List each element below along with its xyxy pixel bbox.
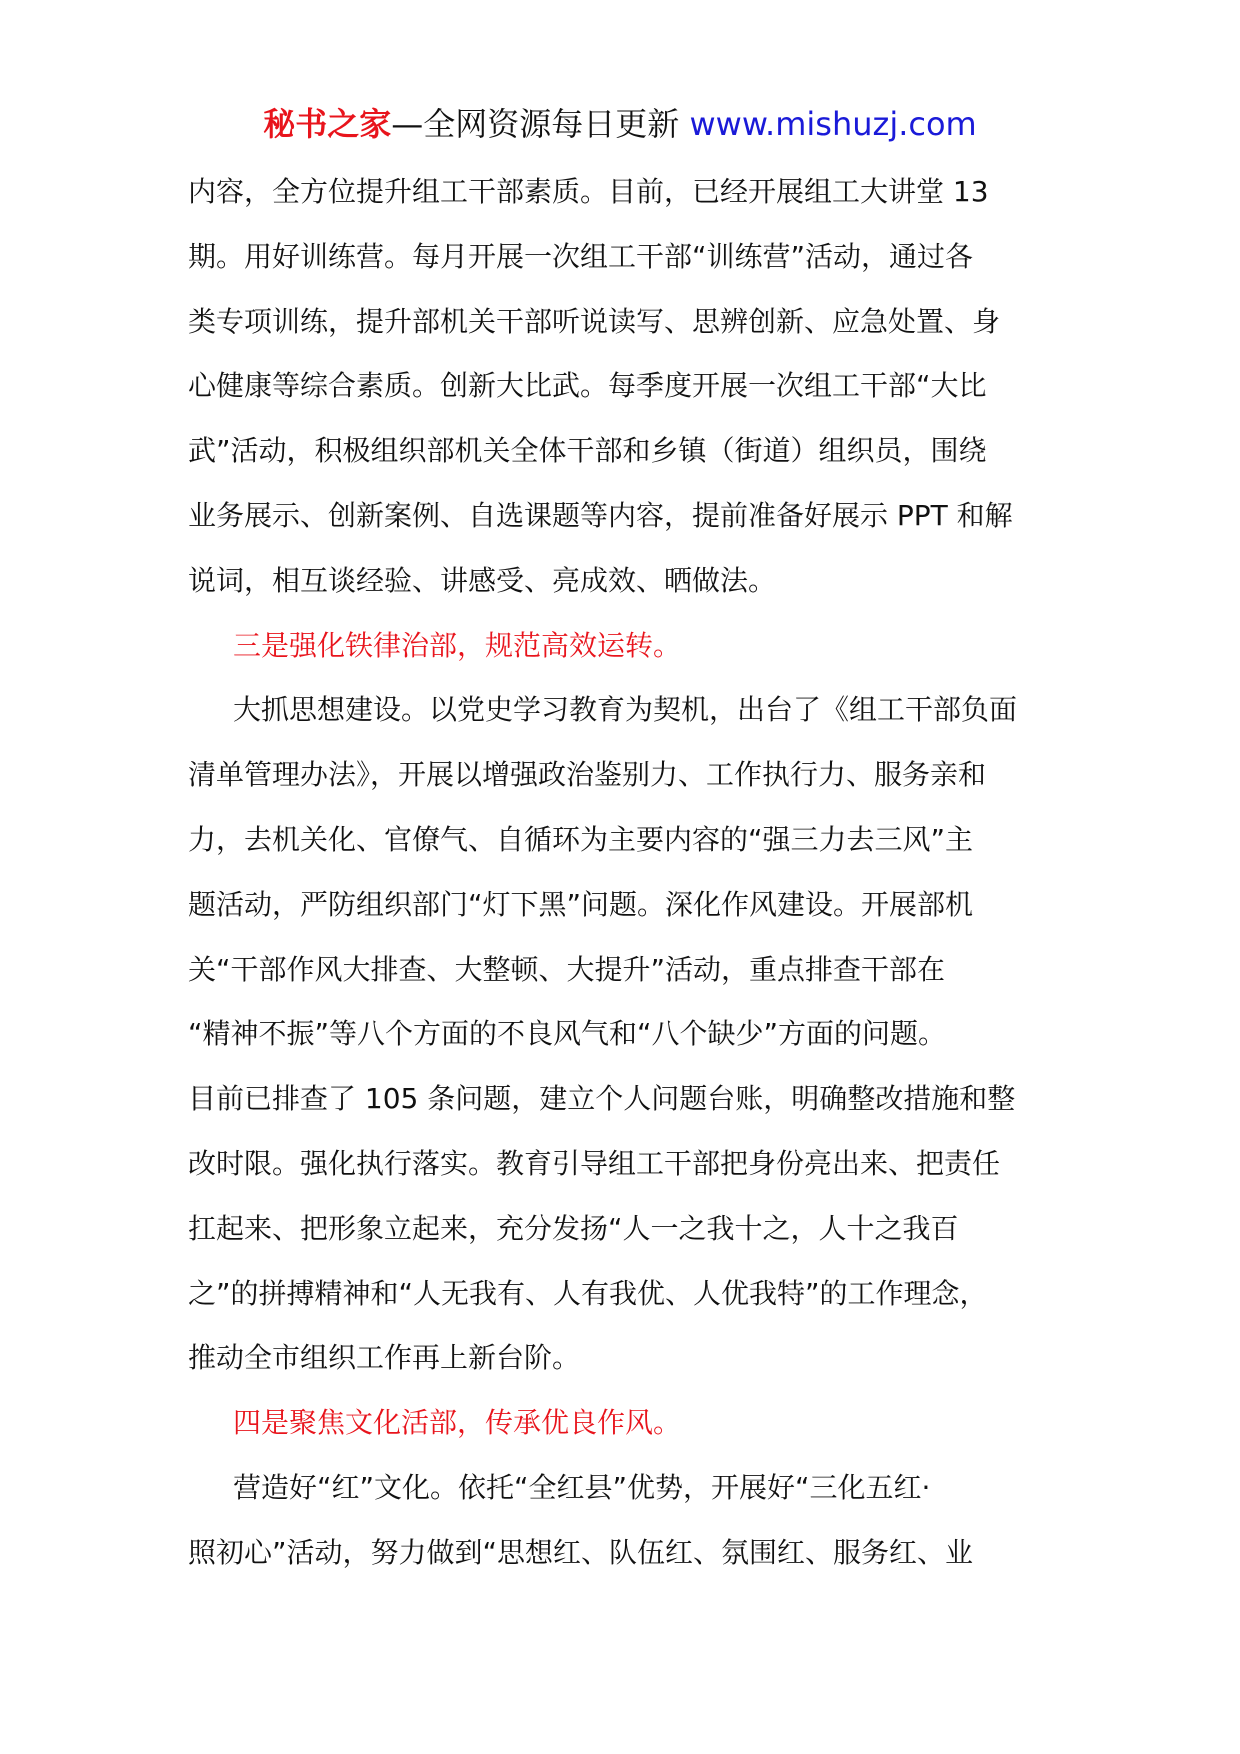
body-line: 改时限。强化执行落实。教育引导组工干部把身份亮出来、把责任 — [188, 1146, 1001, 1180]
body-line: 关“干部作风大排查、大整顿、大提升”活动，重点排查干部在 — [188, 952, 946, 986]
section-heading: 三是强化铁律治部，规范高效运转。 — [233, 628, 682, 662]
body-line: 清单管理办法》，开展以增强政治鉴别力、工作执行力、服务亲和 — [188, 758, 987, 792]
body-line: 业务展示、创新案例、自选课题等内容，提前准备好展示 PPT 和解 — [188, 498, 1013, 532]
body-line: 营造好“红”文化。依托“全红县”优势，开展好“三化五红· — [233, 1470, 931, 1504]
body-line: 照初心”活动，努力做到“思想红、队伍红、氛围红、服务红、业 — [188, 1535, 974, 1569]
body-line: 武”活动，积极组织部机关全体干部和乡镇（街道）组织员，围绕 — [188, 434, 987, 468]
document-body — [188, 160, 1060, 1586]
section-heading: 四是聚焦文化活部，传承优良作风。 — [233, 1406, 682, 1440]
body-line: 力，去机关化、官僚气、自循环为主要内容的“强三力去三风”主 — [188, 822, 974, 856]
body-line: 题活动，严防组织部门“灯下黑”问题。深化作风建设。开展部机 — [188, 887, 974, 921]
body-line: 推动全市组织工作再上新台阶。 — [188, 1341, 581, 1375]
site-slogan: —全网资源每日更新 — [391, 105, 690, 143]
body-line: 说词，相互谈经验、讲感受、亮成效、晒做法。 — [188, 563, 777, 597]
body-line: 大抓思想建设。以党史学习教育为契机，出台了《组工干部负面 — [233, 693, 1018, 727]
body-line: 期。用好训练营。每月开展一次组工干部“训练营”活动，通过各 — [188, 239, 974, 273]
site-brand: 秘书之家 — [263, 105, 392, 143]
body-line: 内容，全方位提升组工干部素质。目前，已经开展组工大讲堂 13 — [188, 175, 989, 208]
body-line: 目前已排查了 105 条问题，建立个人问题台账，明确整改措施和整 — [188, 1082, 1016, 1116]
body-line: 扛起来、把形象立起来，充分发扬“人一之我十之，人十之我百 — [188, 1211, 959, 1245]
site-url[interactable]: www.mishuzj.com — [689, 105, 977, 143]
body-line: “精神不振”等八个方面的不良风气和“八个缺少”方面的问题。 — [188, 1017, 947, 1051]
body-line: 类专项训练，提升部机关干部听说读写、思辨创新、应急处置、身 — [188, 304, 1001, 338]
body-line: 之”的拼搏精神和“人无我有、人有我优、人优我特”的工作理念， — [188, 1276, 988, 1310]
site-header — [0, 100, 1240, 148]
body-line: 心健康等综合素质。创新大比武。每季度开展一次组工干部“大比 — [188, 369, 987, 403]
